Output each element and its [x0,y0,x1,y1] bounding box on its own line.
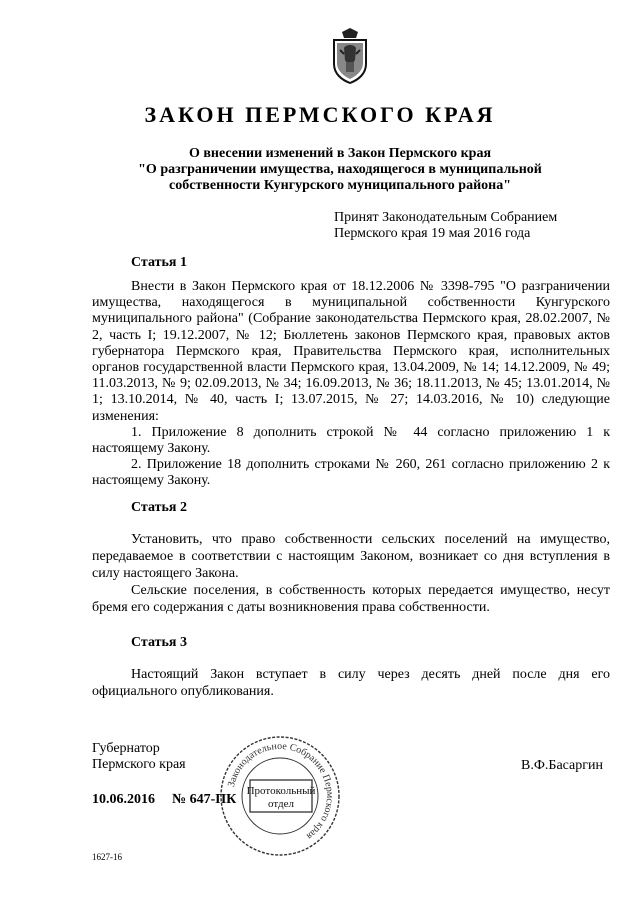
law-number: № 647-ПК [172,792,237,807]
official-stamp [218,734,342,858]
article-paragraph: Внести в Закон Пермского края от 18.12.2006 № 3398-795 "О разграничении имущества, находящегося в муниципальной собственности Кунгурского муниципального района" (Собрание законодательства Пермского края, 28.02.2007, № 2, часть I; 19.12.2007, № 12; Бюллетень законов Пермского края, правовых актов губернатора Пермского края, Правительства Пермского края, исполнительных органов государственной власти Пермского края, 13.04.2009, № 14; 14.12.2009, № 49; 11.03.2013, № 9; 02.09.2013, № 34; 16.09.2013, № 36; 18.11.2013, № 45; 13.01.2014, № 1; 13.10.2014, № 40, часть I; 13.07.2015, № 27; 14.03.2016, № 10) следующие изменения: [92,279,610,424]
signatory-name: В.Ф.Басаргин [521,758,603,773]
law-title: ЗАКОН ПЕРМСКОГО КРАЯ [144,102,496,127]
stamp-center-line: отдел [268,798,294,810]
subtitle-line: собственности Кунгурского муниципального района" [168,178,511,193]
signatory-position [92,741,186,773]
article-heading: Статья 3 [131,635,187,650]
document-code: 1627-16 [92,852,122,862]
stamp-ring-text: Законодательное Собрание Пермского края [225,740,336,842]
perm-krai-coat-of-arms-icon [328,28,372,84]
article-body [92,531,610,616]
law-subtitle [120,146,560,194]
article-paragraph: Установить, что право собственности сельских поселений на имущество, передаваемое в соответствии с настоящим Законом, возникает со дня вступления в силу настоящего Закона. [92,532,610,581]
article-body [92,666,610,700]
adoption-line: Принят Законодательным Собранием [334,210,558,225]
position-line: Пермского края [92,757,186,772]
adoption-note [334,210,557,242]
law-date: 10.06.2016 [92,792,155,807]
article-heading: Статья 1 [131,255,187,270]
stamp-center-line: Протокольный [246,785,316,797]
adoption-line: Пермского края 19 мая 2016 года [334,226,531,241]
article-heading: Статья 2 [131,500,187,515]
subtitle-line: О внесении изменений в Закон Пермского края [188,146,492,161]
article-paragraph: 2. Приложение 18 дополнить строками № 260, 261 согласно приложению 2 к настоящему Закону. [92,457,610,489]
article-paragraph: Настоящий Закон вступает в силу через десять дней после дня его официального опубликования. [92,667,610,699]
position-line: Губернатор [92,741,160,756]
subtitle-line: "О разграничении имущества, находящегося в муниципальной [138,162,542,177]
article-body [92,279,610,490]
article-paragraph: 1. Приложение 8 дополнить строкой № 44 согласно приложению 1 к настоящему Закону. [92,424,610,457]
law-date-number [92,792,236,808]
article-paragraph: Сельские поселения, в собственность которых передается имущество, несут бремя его содержания с даты возникновения права собственности. [92,583,610,615]
